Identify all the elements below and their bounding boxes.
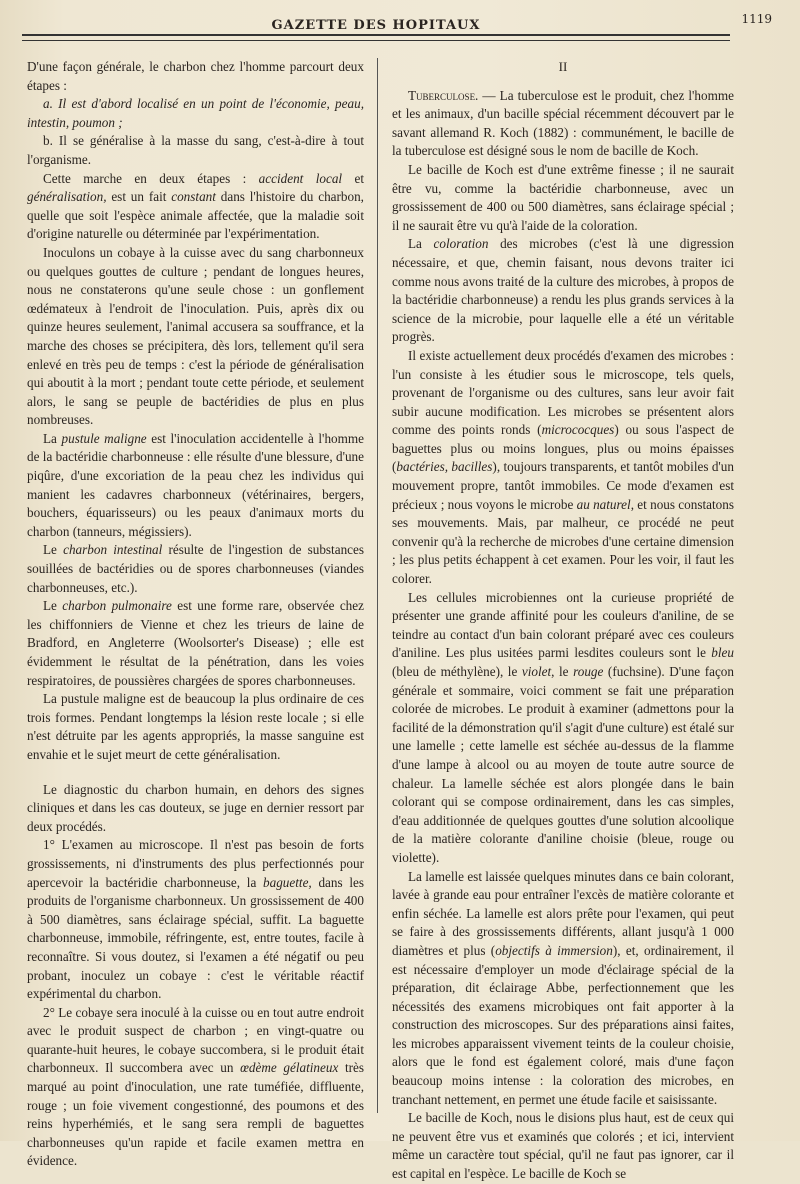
- paragraph: [392, 87, 734, 161]
- text: La: [408, 236, 434, 252]
- italic-term: violet: [521, 664, 552, 679]
- paragraph: [392, 589, 734, 868]
- text: 1° L'examen au microscope. Il n'est pas besoin de forts grossissements, ni d'instruments des plus perfectionnés pour apercevoir la bactéridie charbonneuse, la: [27, 837, 364, 890]
- paragraph: [392, 235, 734, 347]
- paragraph: Inoculons un cobaye à la cuisse avec du sang charbonneux ou quelques gouttes de culture ; pendant de longues heures, nous ne constaterons qu'une seule chose : un gonflement œdémateux à l'endroit de l'inoculation. Puis, après dix ou quinze heures seulement, l'animal accusera sa souffrance, et la marche des choses se précipitera, dès lors, tellement qu'il sera enlevé en très peu de temps : c'est la période de généralisation qui aboutit à la mort ; pendant toute cette période, et seulement alors, le sang se peuple de bactéridies de plus en plus nombreuses.: [27, 244, 364, 428]
- text: et: [342, 170, 364, 186]
- page-number: 1119: [741, 12, 772, 26]
- paragraph: Le bacille de Koch, nous le disions plus haut, est de ceux qui ne peuvent être vus et examinés que colorés ; et ici, intervient même un caractère tout spécial, qu'il ne faut pas ignorer, car il est capital en l'espèce. Le bacille de Koch se: [392, 1110, 734, 1182]
- text: des microbes (c'est là une digression nécessaire, et que, chemin faisant, nous devons traiter ici comme nous avons traité de la culture des microbes, à propos de la bactéridie charbonneuse) a rendu les plus grands services à la science de la microbie, pour laquelle elle a été un véritable progrès.: [392, 236, 734, 345]
- paragraph: [27, 1004, 364, 1171]
- italic-term: micrococques: [541, 422, 615, 438]
- italic-term: bleu: [711, 645, 734, 661]
- paragraph: b. Il se généralise à la masse du sang, c'est-à-dire à tout l'organisme.: [27, 133, 364, 167]
- paragraph: [392, 347, 734, 589]
- paragraph: [392, 868, 734, 1110]
- paragraph: [27, 430, 364, 542]
- text: La: [43, 430, 62, 446]
- text: ), toujours transparents, et tantôt mobiles d'un mouvement propre, tantôt immobiles. Ce mode d'examen est précieux ; nous voyons le microbe: [392, 459, 734, 512]
- paragraph: [27, 597, 364, 690]
- text: est un fait: [106, 189, 172, 205]
- paragraph: [27, 541, 364, 597]
- text: est l'inoculation accidentelle à l'homme de la bactéridie charbonneuse : elle résulte d'une blessure, d'une piqûre, d'une excoriation de la peau chez les individus qui manient les cadavres charbonneux (vétérinaires, bergers, bouchers, équarisseurs) ou les peaux d'animaux morts du charbon (tanneurs, mégissiers).: [27, 430, 364, 539]
- text: Les cellules microbiennes ont la curieuse propriété de présenter une grande affinité pour les couleurs d'aniline, de se teindre au contact d'un bain colorant préparé avec ces couleurs d'aniline. Les plus usitées parmi lesdites couleurs sont le: [392, 589, 734, 661]
- italic-term: coloration: [433, 236, 489, 252]
- right-column: [392, 58, 734, 1182]
- text: (fuchsine). D'une façon générale et sommaire, voici comment se fait une préparation colorée de microbes. Le produit à examiner (admettons pour la facilité de la démonstration qu'il s'agit d'une culture) est étalé sur une lamelle ; cette lamelle est séchée au-dessus de la flamme d'une lampe à alcool ou au moyen de toute autre source de chaleur. La lamelle séchée est alors plongée dans le bain colorant qui se compose ordinairement, dans les cas simples, d'eau additionnée de quelques gouttes d'une solution alcoolique de la matière colorante d'aniline choisie (bleue, rouge ou violette).: [392, 664, 734, 865]
- text: Le: [43, 542, 64, 558]
- paragraph: Le bacille de Koch est d'une extrême finesse ; il ne saurait être vu, comme la bactéridie charbonneuse, avec un grossissement de 400 ou 500 diamètres, sans éclairage spécial ; il ne saurait être vu qu'à l'aide de la coloration.: [392, 161, 734, 233]
- italic-term: pustule maligne: [61, 430, 147, 446]
- list-item: a. Il est d'abord localisé en un point de l'économie, peau, intestin, poumon ;: [27, 96, 364, 130]
- text: ), et, ordinairement, il est nécessaire d'employer un mode d'éclairage spécial de la préparation, dit éclairage Abbe, perfectionnement que les nécessités des examens microbiques ont fait apporter à la construction des microscopes. Sur des préparations ainsi faites, les microbes apparaissent vivement teints de la couleur choisie, alors que le fond est également coloré, mais d'une façon beaucoup moins intense : la coloration des microbes, en tranchant nettement, en permet une étude facile et saisissante.: [392, 942, 734, 1107]
- italic-term: objectifs à immersion: [495, 942, 613, 958]
- paragraph: [27, 170, 364, 244]
- text: dans les produits de l'organisme charbonneux. Un grossissement de 400 à 500 diamètres, sans éclairage spécial, suffit. La baguette charbonneuse, immobile, réfringente, est, entre toutes, facile à reconnaître. Si vous doutez, si l'examen a été négatif ou peu probant, inoculez un cobaye : c'est le véritable réactif expérimental du charbon.: [27, 874, 364, 1002]
- left-column: [27, 58, 365, 1169]
- text: (bleu de méthylène), le: [392, 664, 522, 679]
- italic-term: accident local: [258, 170, 343, 186]
- italic-term: baguette,: [263, 874, 312, 890]
- text: ) ou sous l'aspect de baguettes plus ou moins longues, plus ou moins épaisses (: [392, 422, 734, 475]
- section-heading: Tuberculose.: [408, 87, 479, 103]
- header-rule-thick: [22, 34, 730, 36]
- italic-term: œdème gélatineux: [240, 1060, 339, 1076]
- text: dans l'histoire du charbon, quelle que soit l'espèce animale affectée, que la maladie soit d'origine naturelle ou déterminée par l'expérimentation.: [27, 189, 364, 242]
- text: , et nous constatons ses mouvements. Mais, par malheur, ce procédé ne peut convenir qu'à la recherche de microbes d'une certaine dimension ; les plus petits échappent à cet examen. Pour les voir, il faut les colorer.: [392, 496, 734, 587]
- text: — La tuberculose est le produit, chez l'homme et les animaux, d'un bacille spécial récemment découvert par le savant allemand R. Koch (1882) : communément, le bacille de la tuberculose est désigné sous le nom de bacille de Koch.: [392, 87, 734, 159]
- text: 2° Le cobaye sera inoculé à la cuisse ou en tout autre endroit avec le produit suspect de charbon ; en vingt-quatre ou quarante-huit heures, le cobaye succombera, si le produit était charbonneux. Il succombera avec un: [27, 1004, 364, 1076]
- paragraph: [27, 95, 364, 132]
- text: est une forme rare, observée chez les chiffonniers de Vienne et chez les trieurs de laine de Bradford, en Angleterre (Woolsorter's Disease) ; elle est évidemment le résultat de la pénétration, dans les voies respiratoires, de poussières chargées de spores charbonneuses.: [27, 598, 364, 688]
- italic-term: au naturel: [576, 496, 631, 512]
- italic-term: charbon intestinal: [63, 542, 163, 558]
- column-divider: [377, 58, 378, 1113]
- paragraph: D'une façon générale, le charbon chez l'homme parcourt deux étapes :: [27, 59, 364, 93]
- text: La lamelle est laissée quelques minutes dans ce bain colorant, lavée à grande eau pour entraîner l'excès de matière colorante et enfin séchée. La lamelle est alors prête pour l'examen, qui peut se faire à des grossissements différents, allant jusqu'à 1 000 diamètres et plus (: [392, 868, 734, 958]
- paragraph: Le diagnostic du charbon humain, en dehors des signes cliniques et dans les cas douteux, se juge en dernier ressort par deux procédés.: [27, 781, 364, 834]
- header-rule-thin: [22, 40, 730, 41]
- text: résulte de l'ingestion de substances souillées de bactéridies ou de spores charbonneuses (viandes charbonneuses, etc.).: [27, 542, 364, 595]
- text: Il existe actuellement deux procédés d'examen des microbes : l'un consiste à les étudier sous le microscope, tels quels, provenant de l'organisme ou des cultures, sans leur avoir fait subir aucune modification. Les microbes se présentent alors comme des points ronds (: [392, 347, 734, 438]
- italic-term: bactéries, bacilles: [396, 459, 493, 475]
- text: Cette marche en deux étapes :: [43, 170, 259, 186]
- italic-term: généralisation,: [27, 189, 107, 205]
- paragraph: [27, 836, 364, 1003]
- italic-term: charbon pulmonaire: [62, 598, 172, 614]
- text: , le: [551, 664, 574, 679]
- page-header: [22, 12, 772, 52]
- italic-term: constant: [171, 189, 216, 205]
- text: Le: [43, 598, 63, 614]
- section-number: II: [558, 59, 568, 74]
- journal-title: GAZETTE DES HOPITAUX: [271, 18, 481, 33]
- text: très marqué au point d'inoculation, une rate tuméfiée, diffluente, rouge ; un foie vivement congestionné, des poumons et des reins hyperhémiés, et le sang sera rempli de baguettes charbonneuses qu'un rapide et facile examen mettra en évidence.: [27, 1060, 365, 1169]
- paragraph: La pustule maligne est de beaucoup la plus ordinaire de ces trois formes. Pendant longtemps la lésion reste locale ; si elle n'est détruite par les agents appropriés, la masse sanguine est envahie et le sujet meurt de cette généralisation.: [27, 691, 364, 762]
- italic-term: rouge: [573, 664, 604, 679]
